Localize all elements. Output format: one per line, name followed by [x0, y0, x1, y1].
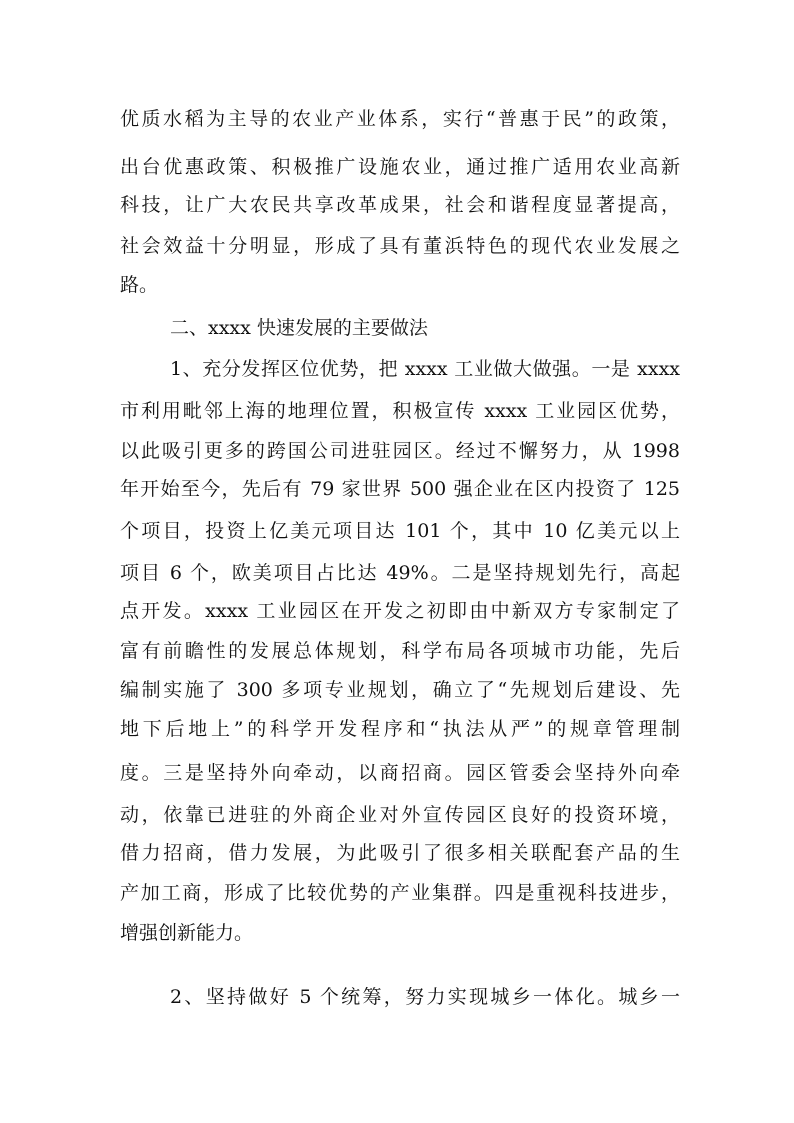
paragraph-line: 2、坚持做好 5 个统筹，努力实现城乡一体化。城乡一 [170, 986, 680, 1008]
paragraph-line: 产加工商，形成了比较优势的产业集群。四是重视科技进步， [120, 882, 680, 904]
paragraph-line: 度。三是坚持外向牵动，以商招商。园区管委会坚持外向牵 [120, 762, 680, 784]
paragraph-line: 项目 6 个，欧美项目占比达 49%。二是坚持规划先行，高起 [120, 562, 680, 584]
paragraph-line: 年开始至今，先后有 79 家世界 500 强企业在区内投资了 125 [120, 478, 680, 500]
paragraph-line: 路。 [120, 274, 159, 296]
paragraph-line: 动，依靠已进驻的外商企业对外宣传园区良好的投资环境， [120, 804, 680, 826]
paragraph-line: 借力招商，借力发展，为此吸引了很多相关联配套产品的生 [120, 842, 680, 864]
paragraph-line: 增强创新能力。 [120, 922, 254, 944]
paragraph-line: 社会效益十分明显，形成了具有董浜特色的现代农业发展之 [120, 235, 680, 257]
paragraph-line: 出台优惠政策、积极推广设施农业，通过推广适用农业高新 [120, 156, 680, 178]
paragraph-line: 市利用毗邻上海的地理位置，积极宣传 xxxx 工业园区优势， [120, 400, 680, 422]
paragraph-line: 个项目，投资上亿美元项目达 101 个，其中 10 亿美元以上 [120, 520, 680, 542]
paragraph-line: 点开发。xxxx 工业园区在开发之初即由中新双方专家制定了 [120, 600, 680, 622]
paragraph-line: 优质水稻为主导的农业产业体系，实行“普惠于民”的政策， [120, 108, 680, 130]
paragraph-line: 编制实施了 300 多项专业规划，确立了“先规划后建设、先 [120, 679, 680, 701]
paragraph-line: 以此吸引更多的跨国公司进驻园区。经过不懈努力，从 1998 [120, 440, 680, 462]
paragraph-line: 科技，让广大农民共享改革成果，社会和谐程度显著提高， [120, 194, 680, 216]
paragraph-line: 地下后地上”的科学开发程序和“执法从严”的规章管理制 [120, 718, 680, 740]
section-heading: 二、xxxx 快速发展的主要做法 [170, 317, 428, 339]
paragraph-line: 1、充分发挥区位优势，把 xxxx 工业做大做强。一是 xxxx [170, 358, 680, 380]
paragraph-line: 富有前瞻性的发展总体规划，科学布局各项城市功能，先后 [120, 640, 680, 662]
